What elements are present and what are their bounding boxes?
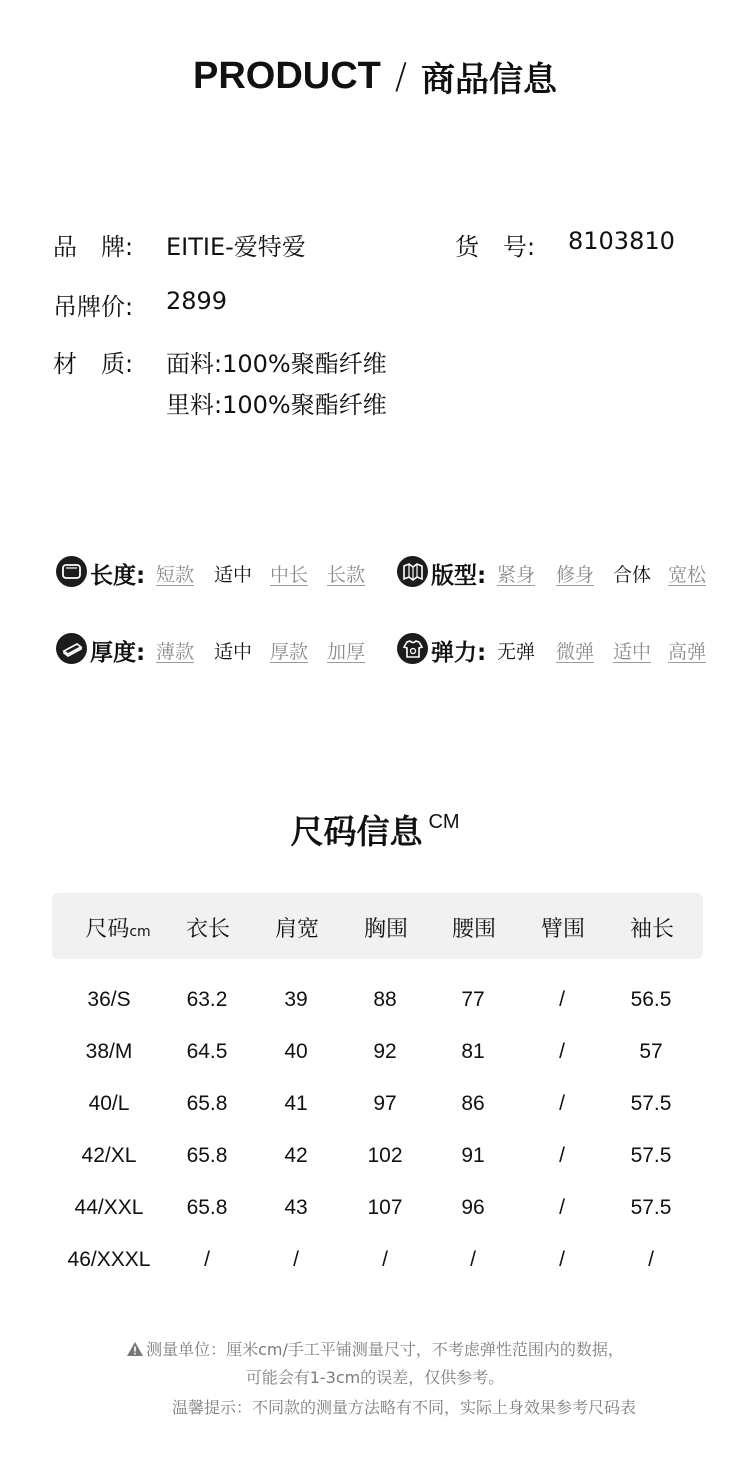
measure-cell: / [559,1040,565,1063]
size-cell: 46/XXXL [67,1248,151,1271]
measure-cell: 43 [284,1196,308,1219]
size-cell: 36/S [87,988,131,1011]
price-label: 吊牌价: [53,293,134,321]
measure-cell: 65.8 [186,1196,228,1219]
size-cell: 38/M [85,1040,133,1063]
measure-cell: 42 [284,1144,308,1167]
thickness-label: 厚度: [90,640,146,666]
measure-cell: 57.5 [630,1144,672,1167]
thickness-option-medium: 适中 [214,641,253,663]
measure-cell: 77 [461,988,485,1011]
length-icon [56,556,87,587]
material-fabric: 面料:100%聚酯纤维 [166,350,387,378]
fit-icon [397,556,428,587]
measure-cell: 91 [461,1144,485,1167]
measure-cell: 86 [461,1092,485,1115]
measure-cell: / [293,1248,299,1271]
measure-cell: 63.2 [186,988,228,1011]
measure-cell: 57 [639,1040,663,1063]
fit-option-regular: 合体 [613,564,652,586]
measure-cell: / [559,988,565,1011]
measure-cell: 88 [373,988,397,1011]
material-lining: 里料:100%聚酯纤维 [166,391,387,419]
measure-cell: 41 [284,1092,308,1115]
thickness-option-thin: 薄款 [156,641,195,663]
sku-label: 货 号: [455,233,536,261]
elasticity-option-none: 无弹 [497,641,536,663]
measure-cell: 57.5 [630,1092,672,1115]
elasticity-label: 弹力: [431,640,487,666]
measure-cell: / [559,1144,565,1167]
attr-thickness [56,632,376,668]
header-arm: 臂围 [540,917,585,942]
measure-cell: / [382,1248,388,1271]
size-cell: 44/XXL [74,1196,144,1219]
title-separator: / [394,56,408,97]
elasticity-option-medium: 适中 [613,641,652,663]
length-option-long: 长款 [327,564,366,586]
measure-cell: / [470,1248,476,1271]
elasticity-option-high: 高弹 [668,641,707,663]
header-shoulder: 肩宽 [274,917,319,942]
price-value: 2899 [166,287,228,315]
measure-cell: 97 [373,1092,397,1115]
size-title-unit: CM [428,811,460,833]
note-line-1 [0,1337,750,1360]
elasticity-option-slight: 微弹 [556,641,595,663]
measure-cell: 39 [284,988,308,1011]
size-title-text: 尺码信息 [290,812,423,851]
size-section-title [0,806,750,853]
elasticity-icon [397,633,428,664]
fit-label: 版型: [431,563,487,589]
measure-cell: 92 [373,1040,397,1063]
attr-fit [397,555,717,591]
measure-cell: 96 [461,1196,485,1219]
brand-value: EITIE-爱特爱 [166,233,306,261]
measure-cell: 57.5 [630,1196,672,1219]
fit-option-tight: 紧身 [497,564,536,586]
measure-cell: 107 [367,1196,403,1219]
header-size [73,912,163,943]
measure-cell: 102 [367,1144,403,1167]
note-line-2: 可能会有1-3cm的误差，仅供参考。 [245,1368,505,1387]
material-label: 材 质: [53,350,134,378]
attr-elasticity [397,632,717,668]
measure-cell: / [559,1248,565,1271]
header-size-text: 尺码 [85,917,130,942]
note-line-1-text: 测量单位：厘米cm/手工平铺测量尺寸，不考虑弹性范围内的数据， [146,1340,624,1359]
header-length: 衣长 [185,917,230,942]
length-label: 长度: [90,563,146,589]
attr-length [56,555,376,591]
fit-option-slim: 修身 [556,564,595,586]
thickness-option-extra-thick: 加厚 [327,641,366,663]
measure-cell: 40 [284,1040,308,1063]
measure-cell: 81 [461,1040,485,1063]
measure-cell: / [559,1092,565,1115]
brand-label: 品 牌: [53,233,134,261]
page-title [0,52,750,101]
title-chinese: 商品信息 [421,60,558,100]
title-english: PRODUCT [192,55,381,97]
header-chest: 胸围 [363,917,408,942]
header-sleeve: 袖长 [629,917,674,942]
length-option-short: 短款 [156,564,195,586]
warning-icon [126,1341,144,1357]
size-cell: 40/L [88,1092,130,1115]
measure-cell: / [204,1248,210,1271]
measure-cell: 56.5 [630,988,672,1011]
length-option-medium: 适中 [214,564,253,586]
length-option-midlong: 中长 [270,564,309,586]
size-cell: 42/XL [81,1144,137,1167]
thickness-icon [56,633,87,664]
measure-cell: 65.8 [186,1092,228,1115]
thickness-option-thick: 厚款 [270,641,309,663]
measure-cell: 64.5 [186,1040,228,1063]
note-line-3: 温馨提示：不同款的测量方法略有不同，实际上身效果参考尺码表 [171,1398,636,1417]
header-size-unit: cm [129,924,151,940]
sku-value: 8103810 [568,227,675,255]
measure-cell: 65.8 [186,1144,228,1167]
measure-cell: / [648,1248,654,1271]
header-waist: 腰围 [451,917,496,942]
measure-cell: / [559,1196,565,1219]
fit-option-loose: 宽松 [668,564,707,586]
